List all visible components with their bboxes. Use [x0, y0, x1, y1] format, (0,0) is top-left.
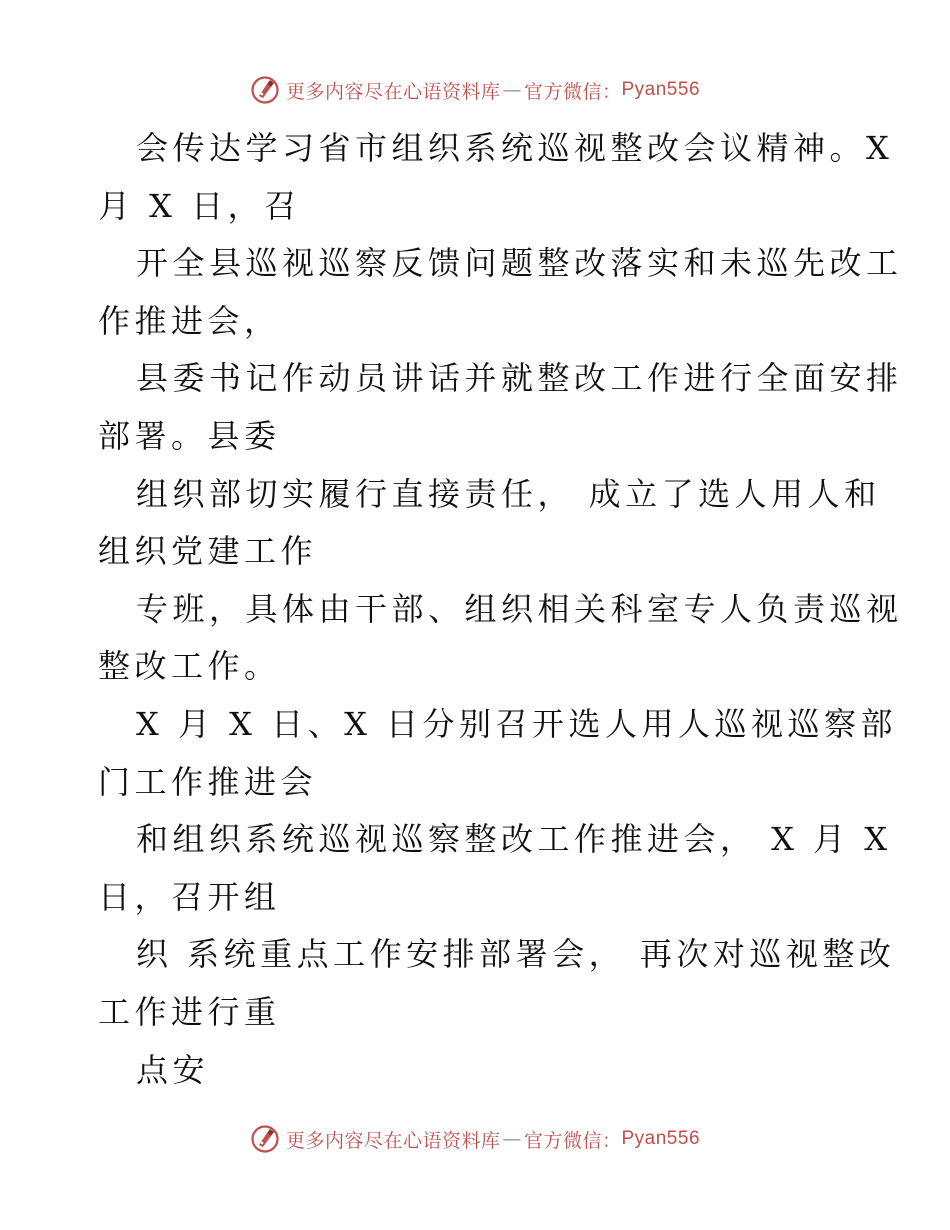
text-line: 月 X 日，召 [98, 186, 301, 225]
pen-nib-logo-icon [250, 1124, 280, 1154]
text-line: 县委书记作动员讲话并就整改工作进行全面安排 [136, 359, 903, 398]
text-line: 织 系统重点工作安排部署会， 再次对巡视整改 [136, 935, 896, 974]
text-line: 点安 [136, 1050, 210, 1089]
watermark-separator: — [502, 79, 522, 101]
pen-nib-logo-icon [250, 75, 280, 105]
text-line: 作推进会， [98, 301, 281, 340]
text-line: 工作进行重 [98, 992, 281, 1031]
text-line: 组织部切实履行直接责任， 成立了选人用人和 [136, 474, 881, 513]
text-line: 会传达学习省市组织系统巡视整改会议精神。X [136, 129, 894, 167]
text-line: 组织党建工作 [98, 532, 318, 571]
header-watermark [0, 70, 950, 110]
watermark-wechat-id: Pyan556 [621, 79, 701, 100]
watermark-label: 官方微信： [523, 80, 622, 103]
text-line: 门工作推进会 [98, 762, 318, 801]
text-line: 日，召开组 [98, 877, 281, 916]
watermark-main-text: 更多内容尽在心语资料库 [285, 1129, 501, 1152]
watermark-separator: — [502, 1128, 522, 1150]
watermark-label: 官方微信： [523, 1129, 622, 1152]
watermark-wechat-id: Pyan556 [621, 1128, 701, 1149]
footer-watermark [0, 1119, 950, 1159]
text-line: 专班，具体由干部、组织相关科室专人负责巡视 [136, 589, 903, 628]
text-line: X 月 X 日、X 日分别召开选人用人巡视巡察部 [136, 704, 898, 743]
text-line: 部署。县委 [98, 416, 281, 455]
document-body [98, 120, 903, 1099]
text-line: 开全县巡视巡察反馈问题整改落实和未巡先改工 [136, 244, 903, 283]
watermark-main-text: 更多内容尽在心语资料库 [285, 80, 501, 103]
text-line: 整改工作。 [98, 647, 281, 686]
text-line: 和组织系统巡视巡察整改工作推进会， X 月 X [136, 820, 892, 859]
